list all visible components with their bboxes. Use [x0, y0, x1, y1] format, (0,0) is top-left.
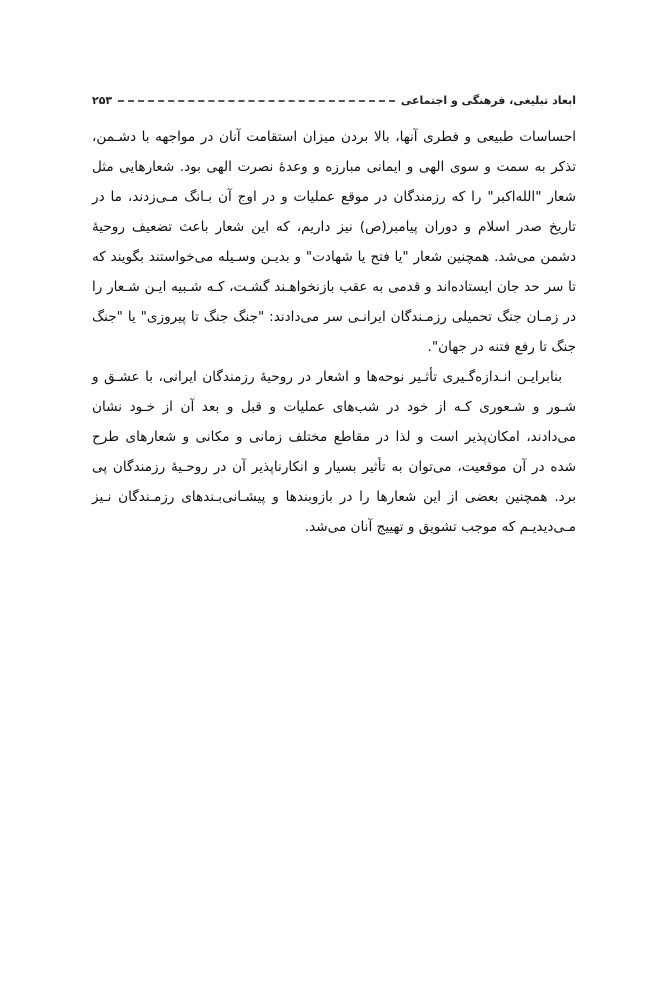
paragraph: بنابرایـن انـدازه‌گـیری تأثـیر نوحه‌ها و اشعار در روحیهٔ رزمندگان ایرانی، با عشـق و شـور و شـعوری کـه از خود در شب‌های عملیات و قبل و بعد آن از خـود نشان می‌دادند، امکان‌پذیر است و لذا در مقاطع مختلف زمانی و مکانی و شعارهای طرح شده در آن موقعیت، می‌توان به تأثیر بسیار و انکارناپذیر آن در روحـیهٔ رزمندگان پی برد. همچنین بعضی از این شعارها را در بازوبندها و پیشـانی‌بـندهای رزمـندگان نـیز مـی‌دیدیـم که موجب تشویق و تهییج آنان می‌شد. [92, 369, 576, 535]
body-text [92, 122, 576, 542]
header-title: ابعاد تبلیغی، فرهنگی و اجتماعی [400, 93, 576, 107]
paragraph: احساسات طبیعی و فطری آنها، بالا بردن میزان استقامت آنان در مواجهه با دشـمن، تذکر به سمت و سوی الهی و ایمانی مبارزه و وعدهٔ نصرت الهی بود. شعارهایی مثل شعار "الله‌اکبر" را که رزمندگان در موقع عملیات و در اوج آن بـانگ مـی‌زدند، ما در تاریخ صدر اسلام و دوران پیامبر(ص) نیز داریم، که این شعار باعث تضعیف روحیهٔ دشمن می‌شد. همچنین شعار "یا فتح یا شهادت" و بدیـن وسـیله می‌خواستند بگویند که تا سر حد جان ایستاده‌اند و قدمی به عقب بازنخواهـند گشـت، کـه شـبیه ایـن شـعار را در زمـان جنگ تحمیلی رزمـندگان ایرانـی سر می‌دادند: "جنگ جنگ تا پیروزی" یا "جنگ جنگ تا رفع فتنه در جهان". [92, 129, 576, 355]
page-number: ۲۵۳ [92, 93, 113, 107]
running-header [92, 88, 576, 112]
header-divider [118, 100, 395, 102]
